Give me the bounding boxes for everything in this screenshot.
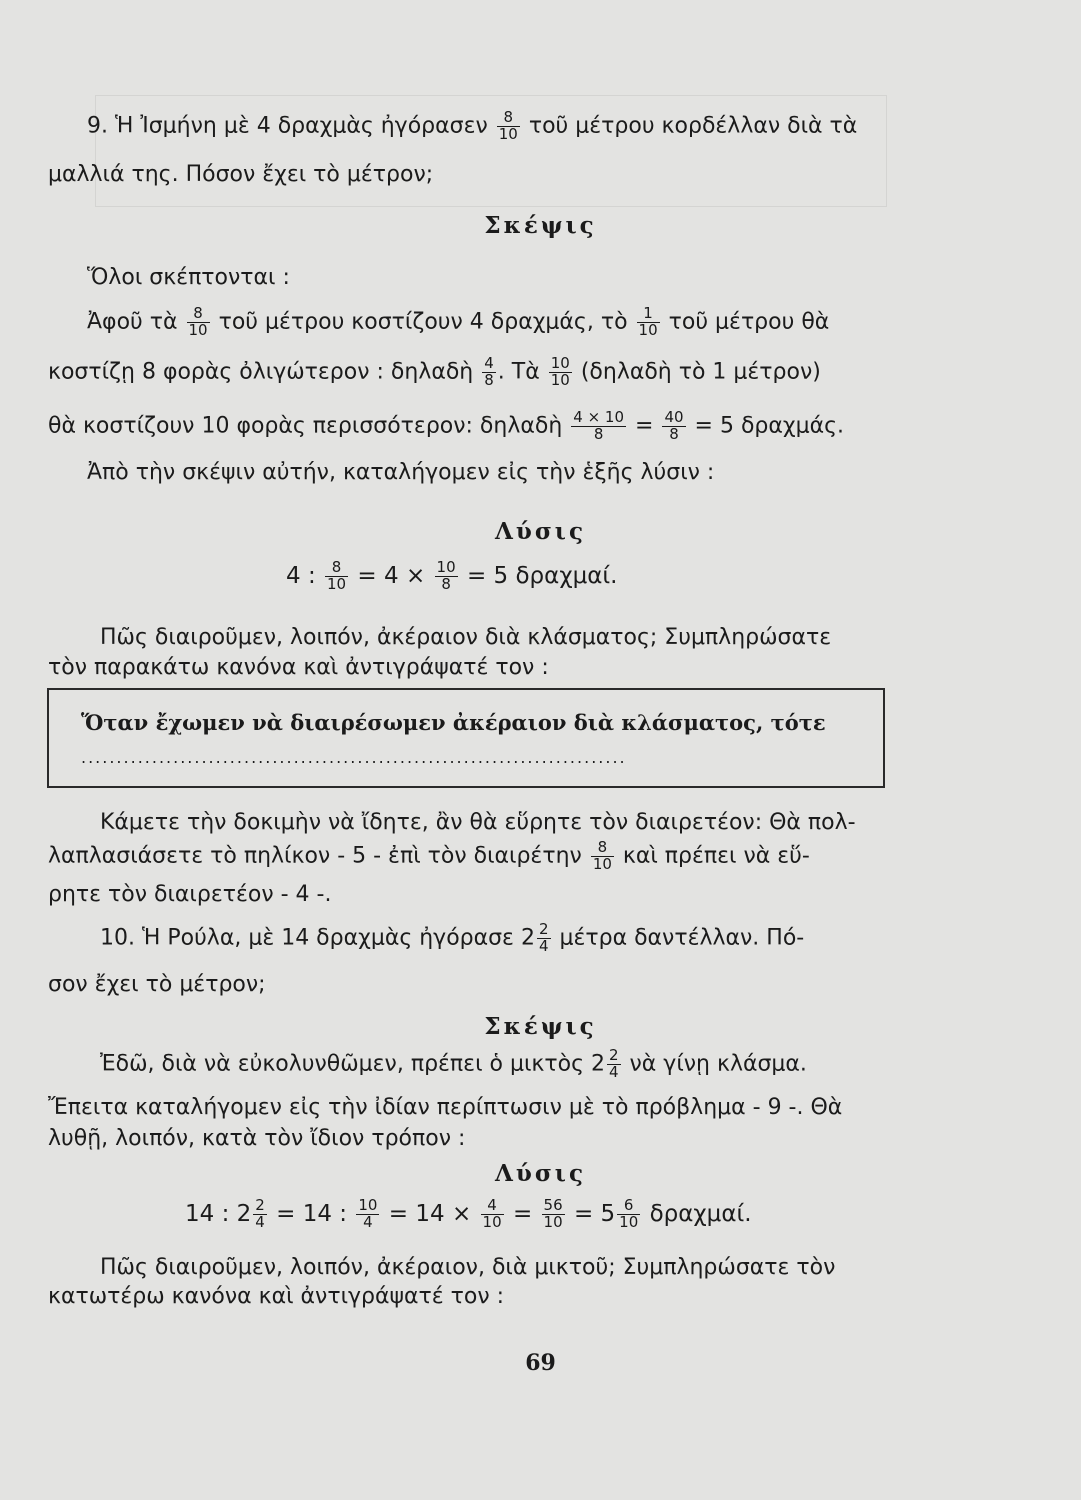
fraction: $\frac{40}{8}$	[664, 408, 684, 443]
skepsis-line-2: κοστίζῃ 8 φορὰς ὀλιγώτερον : δηλαδὴ $\frac{4}{8}$ . Τὰ $\frac{10}{10}$ (δηλαδὴ τὸ 1 μέτρον)	[48, 354, 821, 389]
skepsis-2-line-3: λυθῇ, λοιπόν, κατὰ τὸν ἴδιον τρόπον :	[48, 1126, 466, 1151]
skepsis-line-1: Ἀφοῦ τὰ $\frac{8}{10}$ τοῦ μέτρου κοστίζουν 4 δραχμάς, τὸ $\frac{1}{10}$ τοῦ μέτρου θὰ	[87, 304, 830, 339]
section-heading-skepsis-2: Σκέψις	[484, 1013, 597, 1040]
rule-box	[47, 688, 885, 788]
lysis-equation: 4 : $\frac{8}{10}$ = 4 × $\frac{10}{8}$ = 5 δραχμαί.	[286, 558, 618, 593]
fraction: $\frac{2}{4}$	[538, 920, 549, 955]
fraction: $\frac{4}{8}$	[484, 354, 494, 389]
fraction: $\frac{4 \times 10}{8}$	[573, 408, 625, 443]
check-line-3: ρητε τὸν διαιρετέον - 4 -.	[48, 882, 332, 907]
skepsis-2-line-1: Ἐδῶ, διὰ νὰ εὐκολυνθῶμεν, πρέπει ὁ μικτὸς 2 $\frac{2}{4}$ νὰ γίνῃ κλάσμα.	[100, 1046, 807, 1081]
fraction: $\frac{8}{10}$	[188, 304, 208, 339]
section-heading-lysis: Λύσις	[495, 518, 586, 545]
page-number: 69	[525, 1350, 556, 1376]
fraction: $\frac{56}{10}$	[543, 1196, 563, 1231]
question-2-line-1: Πῶς διαιροῦμεν, λοιπόν, ἀκέραιον, διὰ μικτοῦ; Συμπληρώσατε τὸν	[100, 1255, 836, 1280]
check-line-2: λαπλασιάσετε τὸ πηλίκον - 5 - ἐπὶ τὸν διαιρέτην $\frac{8}{10}$ καὶ πρέπει νὰ εὕ-	[48, 838, 810, 873]
fraction: $\frac{1}{10}$	[638, 304, 658, 339]
section-heading-lysis-2: Λύσις	[495, 1160, 586, 1187]
fraction: $\frac{8}{10}$	[327, 558, 347, 593]
fraction: $\frac{2}{4}$	[255, 1196, 265, 1231]
problem-10-line-1: 10. Ἡ Ρούλα, μὲ 14 δραχμὰς ἠγόρασε 2 $\frac{2}{4}$ μέτρα δαντέλλαν. Πό-	[100, 920, 805, 955]
skepsis-line-4: Ἀπὸ τὴν σκέψιν αὐτήν, καταλήγομεν εἰς τὴν ἑξῆς λύσιν :	[87, 460, 715, 485]
skepsis-line-3: θὰ κοστίζουν 10 φορὰς περισσότερον: δηλαδὴ $\frac{4 \times 10}{8}$ = $\frac{40}{8}$ = 5 δραχμάς.	[48, 408, 845, 443]
rule-text: Ὅταν ἔχωμεν νὰ διαιρέσωμεν ἀκέραιον διὰ κλάσματος, τότε	[81, 710, 826, 735]
fraction: $\frac{6}{10}$	[619, 1196, 639, 1231]
lysis-2-equation: 14 : 2 $\frac{2}{4}$ = 14 : $\frac{10}{4}$ = 14 × $\frac{4}{10}$ = $\frac{56}{10}$ = 5 $\frac{6}{10}$ δραχμαί.	[185, 1196, 752, 1231]
fraction: $\frac{10}{8}$	[436, 558, 456, 593]
skepsis-2-line-2: Ἔπειτα καταλήγομεν εἰς τὴν ἰδίαν περίπτωσιν μὲ τὸ πρόβλημα - 9 -. Θὰ	[48, 1095, 843, 1120]
fraction: $\frac{10}{4}$	[358, 1196, 378, 1231]
question-2-line-2: κατωτέρω κανόνα καὶ ἀντιγράψατέ τον :	[48, 1284, 505, 1309]
problem-10-line-2: σον ἔχει τὸ μέτρον;	[48, 972, 266, 997]
section-heading-skepsis: Σκέψις	[484, 212, 597, 239]
check-line-1: Κάμετε τὴν δοκιμὴν νὰ ἴδητε, ἂν θὰ εὕρητε τὸν διαιρετέον: Θὰ πολ-	[100, 810, 856, 835]
question-line-1: Πῶς διαιροῦμεν, λοιπόν, ἀκέραιον διὰ κλάσματος; Συμπληρώσατε	[100, 625, 832, 650]
problem-9-line-2: μαλλιά της. Πόσον ἔχει τὸ μέτρον;	[48, 162, 434, 187]
question-line-2: τὸν παρακάτω κανόνα καὶ ἀντιγράψατέ τον :	[48, 655, 549, 680]
fraction: $\frac{2}{4}$	[608, 1046, 619, 1081]
problem-9-line-1: 9. Ἡ Ἰσμήνη μὲ 4 δραχμὰς ἠγόρασεν $\frac{8}{10}$ τοῦ μέτρου κορδέλλαν διὰ τὰ	[87, 108, 858, 143]
fraction: $\frac{4}{10}$	[482, 1196, 502, 1231]
fraction: $\frac{8}{10}$	[498, 108, 518, 143]
skepsis-intro: Ὅλοι σκέπτονται :	[87, 265, 290, 290]
fraction: $\frac{8}{10}$	[592, 838, 612, 873]
fraction: $\frac{10}{10}$	[550, 354, 570, 389]
rule-blank-dots: .............................................................................	[81, 748, 627, 767]
